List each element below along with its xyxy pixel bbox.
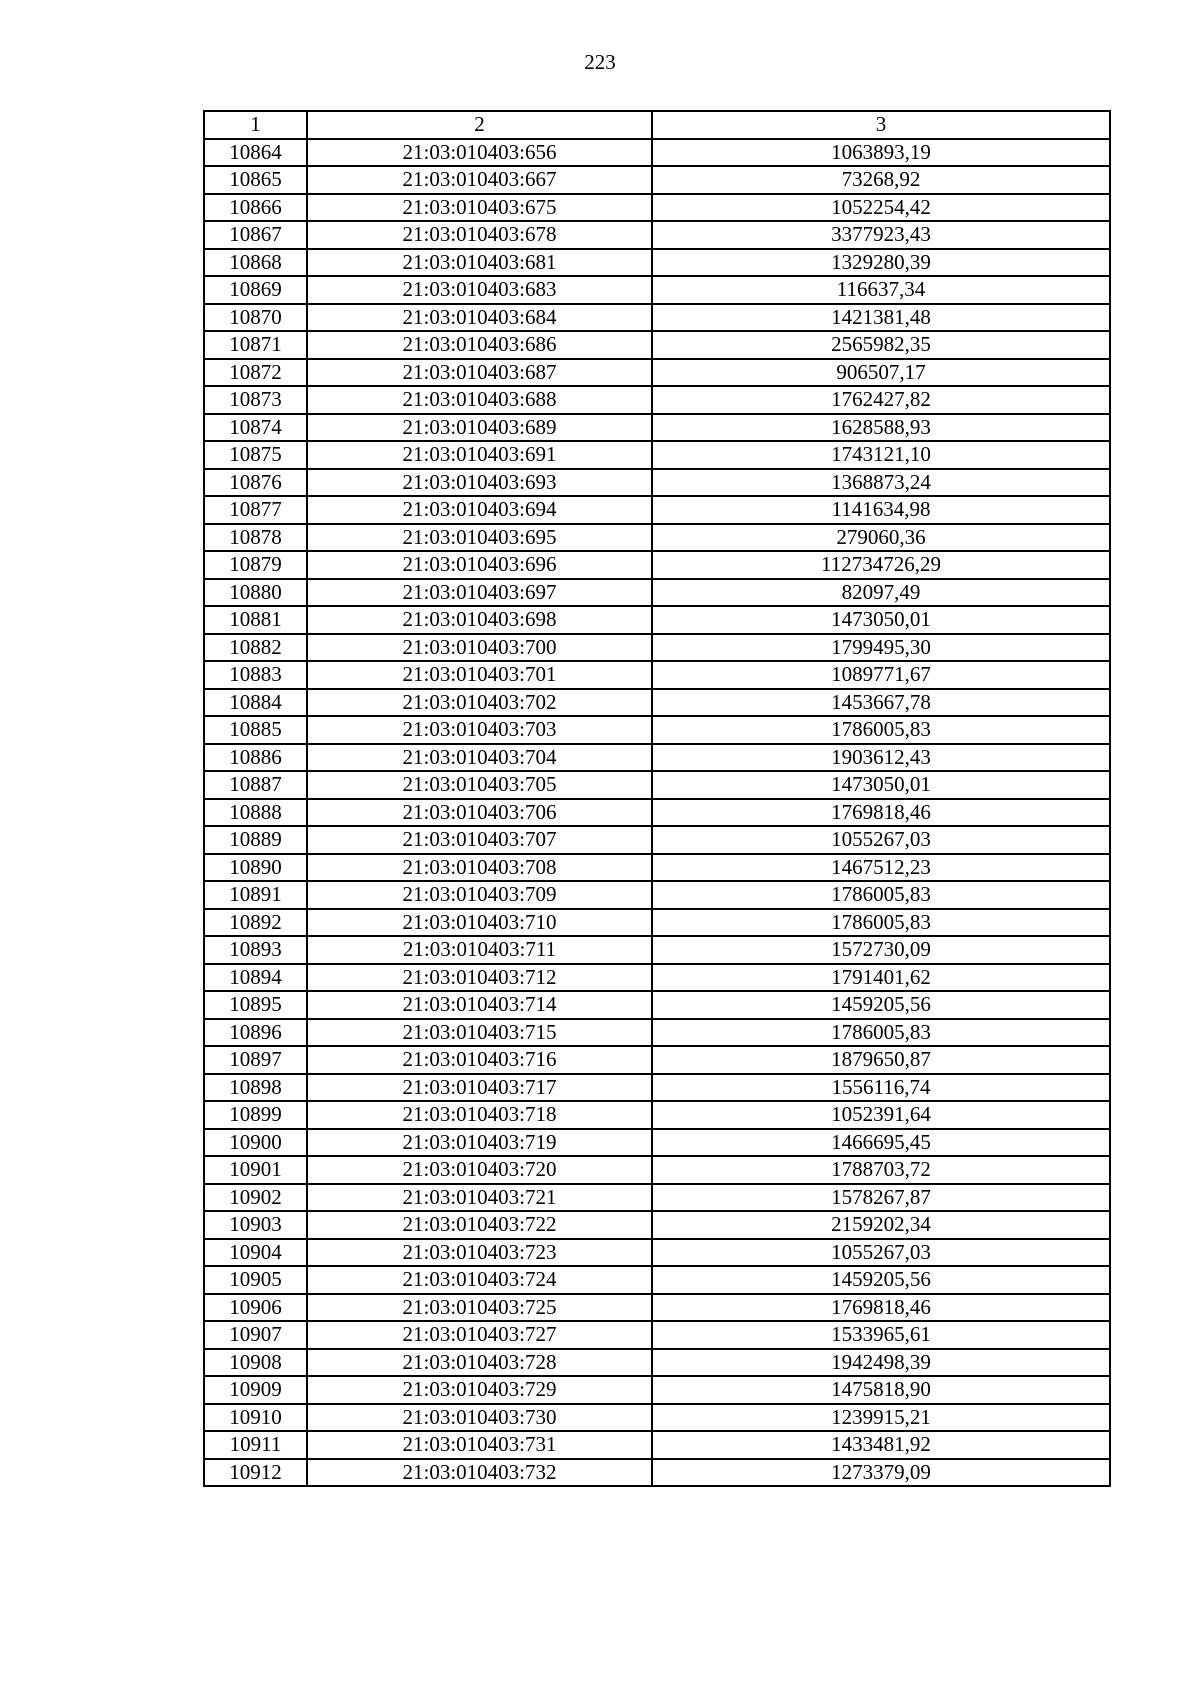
cadastral-number-cell: 21:03:010403:715 bbox=[307, 1019, 652, 1047]
value-cell: 1791401,62 bbox=[652, 964, 1110, 992]
cadastral-number-cell: 21:03:010403:656 bbox=[307, 139, 652, 167]
cadastral-number-cell: 21:03:010403:678 bbox=[307, 221, 652, 249]
table-row bbox=[204, 551, 1110, 579]
table-row bbox=[204, 1459, 1110, 1487]
row-number-cell: 10866 bbox=[204, 194, 307, 222]
table-row bbox=[204, 1404, 1110, 1432]
value-cell: 1459205,56 bbox=[652, 991, 1110, 1019]
row-number-cell: 10873 bbox=[204, 386, 307, 414]
row-number-cell: 10870 bbox=[204, 304, 307, 332]
value-cell: 1368873,24 bbox=[652, 469, 1110, 497]
data-table bbox=[203, 110, 1111, 1487]
column-header-3: 3 bbox=[652, 111, 1110, 139]
cadastral-number-cell: 21:03:010403:688 bbox=[307, 386, 652, 414]
row-number-cell: 10907 bbox=[204, 1321, 307, 1349]
cadastral-number-cell: 21:03:010403:696 bbox=[307, 551, 652, 579]
cadastral-number-cell: 21:03:010403:691 bbox=[307, 441, 652, 469]
value-cell: 279060,36 bbox=[652, 524, 1110, 552]
value-cell: 1799495,30 bbox=[652, 634, 1110, 662]
cadastral-number-cell: 21:03:010403:724 bbox=[307, 1266, 652, 1294]
value-cell: 1459205,56 bbox=[652, 1266, 1110, 1294]
table-header-row bbox=[204, 111, 1110, 139]
table-row bbox=[204, 359, 1110, 387]
cadastral-number-cell: 21:03:010403:712 bbox=[307, 964, 652, 992]
table-row bbox=[204, 1239, 1110, 1267]
value-cell: 1788703,72 bbox=[652, 1156, 1110, 1184]
table-row bbox=[204, 1211, 1110, 1239]
value-cell: 1786005,83 bbox=[652, 909, 1110, 937]
row-number-cell: 10898 bbox=[204, 1074, 307, 1102]
value-cell: 1769818,46 bbox=[652, 1294, 1110, 1322]
cadastral-number-cell: 21:03:010403:687 bbox=[307, 359, 652, 387]
row-number-cell: 10871 bbox=[204, 331, 307, 359]
value-cell: 1052254,42 bbox=[652, 194, 1110, 222]
row-number-cell: 10896 bbox=[204, 1019, 307, 1047]
cadastral-number-cell: 21:03:010403:706 bbox=[307, 799, 652, 827]
cadastral-number-cell: 21:03:010403:729 bbox=[307, 1376, 652, 1404]
cadastral-number-cell: 21:03:010403:702 bbox=[307, 689, 652, 717]
table-row bbox=[204, 881, 1110, 909]
cadastral-number-cell: 21:03:010403:698 bbox=[307, 606, 652, 634]
cadastral-number-cell: 21:03:010403:725 bbox=[307, 1294, 652, 1322]
value-cell: 2565982,35 bbox=[652, 331, 1110, 359]
value-cell: 1879650,87 bbox=[652, 1046, 1110, 1074]
table-row bbox=[204, 606, 1110, 634]
value-cell: 2159202,34 bbox=[652, 1211, 1110, 1239]
cadastral-number-cell: 21:03:010403:695 bbox=[307, 524, 652, 552]
cadastral-number-cell: 21:03:010403:718 bbox=[307, 1101, 652, 1129]
cadastral-number-cell: 21:03:010403:730 bbox=[307, 1404, 652, 1432]
row-number-cell: 10910 bbox=[204, 1404, 307, 1432]
row-number-cell: 10867 bbox=[204, 221, 307, 249]
row-number-cell: 10894 bbox=[204, 964, 307, 992]
row-number-cell: 10874 bbox=[204, 414, 307, 442]
value-cell: 1786005,83 bbox=[652, 1019, 1110, 1047]
table-row bbox=[204, 469, 1110, 497]
row-number-cell: 10893 bbox=[204, 936, 307, 964]
value-cell: 906507,17 bbox=[652, 359, 1110, 387]
cadastral-number-cell: 21:03:010403:705 bbox=[307, 771, 652, 799]
row-number-cell: 10902 bbox=[204, 1184, 307, 1212]
table-row bbox=[204, 1156, 1110, 1184]
value-cell: 1055267,03 bbox=[652, 1239, 1110, 1267]
value-cell: 1556116,74 bbox=[652, 1074, 1110, 1102]
row-number-cell: 10882 bbox=[204, 634, 307, 662]
table-row bbox=[204, 744, 1110, 772]
row-number-cell: 10899 bbox=[204, 1101, 307, 1129]
cadastral-number-cell: 21:03:010403:684 bbox=[307, 304, 652, 332]
row-number-cell: 10903 bbox=[204, 1211, 307, 1239]
cadastral-number-cell: 21:03:010403:697 bbox=[307, 579, 652, 607]
row-number-cell: 10911 bbox=[204, 1431, 307, 1459]
value-cell: 1473050,01 bbox=[652, 606, 1110, 634]
value-cell: 112734726,29 bbox=[652, 551, 1110, 579]
table-row bbox=[204, 716, 1110, 744]
cadastral-number-cell: 21:03:010403:732 bbox=[307, 1459, 652, 1487]
value-cell: 1055267,03 bbox=[652, 826, 1110, 854]
value-cell: 1572730,09 bbox=[652, 936, 1110, 964]
cadastral-number-cell: 21:03:010403:681 bbox=[307, 249, 652, 277]
row-number-cell: 10880 bbox=[204, 579, 307, 607]
table-row bbox=[204, 1376, 1110, 1404]
row-number-cell: 10887 bbox=[204, 771, 307, 799]
cadastral-number-cell: 21:03:010403:689 bbox=[307, 414, 652, 442]
value-cell: 1628588,93 bbox=[652, 414, 1110, 442]
row-number-cell: 10872 bbox=[204, 359, 307, 387]
cadastral-number-cell: 21:03:010403:703 bbox=[307, 716, 652, 744]
cadastral-number-cell: 21:03:010403:700 bbox=[307, 634, 652, 662]
row-number-cell: 10912 bbox=[204, 1459, 307, 1487]
row-number-cell: 10883 bbox=[204, 661, 307, 689]
row-number-cell: 10901 bbox=[204, 1156, 307, 1184]
table-row bbox=[204, 689, 1110, 717]
value-cell: 1903612,43 bbox=[652, 744, 1110, 772]
row-number-cell: 10892 bbox=[204, 909, 307, 937]
cadastral-number-cell: 21:03:010403:683 bbox=[307, 276, 652, 304]
value-cell: 1467512,23 bbox=[652, 854, 1110, 882]
table-row bbox=[204, 1046, 1110, 1074]
table-row bbox=[204, 964, 1110, 992]
value-cell: 1762427,82 bbox=[652, 386, 1110, 414]
value-cell: 1273379,09 bbox=[652, 1459, 1110, 1487]
table-row bbox=[204, 579, 1110, 607]
value-cell: 73268,92 bbox=[652, 166, 1110, 194]
row-number-cell: 10897 bbox=[204, 1046, 307, 1074]
cadastral-number-cell: 21:03:010403:701 bbox=[307, 661, 652, 689]
table-row bbox=[204, 221, 1110, 249]
value-cell: 1433481,92 bbox=[652, 1431, 1110, 1459]
value-cell: 3377923,43 bbox=[652, 221, 1110, 249]
table-row bbox=[204, 441, 1110, 469]
cadastral-number-cell: 21:03:010403:711 bbox=[307, 936, 652, 964]
row-number-cell: 10908 bbox=[204, 1349, 307, 1377]
cadastral-number-cell: 21:03:010403:723 bbox=[307, 1239, 652, 1267]
table-row bbox=[204, 936, 1110, 964]
row-number-cell: 10890 bbox=[204, 854, 307, 882]
table-row bbox=[204, 854, 1110, 882]
table-row bbox=[204, 139, 1110, 167]
row-number-cell: 10906 bbox=[204, 1294, 307, 1322]
table-row bbox=[204, 661, 1110, 689]
table-row bbox=[204, 634, 1110, 662]
cadastral-number-cell: 21:03:010403:704 bbox=[307, 744, 652, 772]
value-cell: 1743121,10 bbox=[652, 441, 1110, 469]
value-cell: 1786005,83 bbox=[652, 881, 1110, 909]
value-cell: 1786005,83 bbox=[652, 716, 1110, 744]
cadastral-number-cell: 21:03:010403:710 bbox=[307, 909, 652, 937]
value-cell: 1466695,45 bbox=[652, 1129, 1110, 1157]
value-cell: 1942498,39 bbox=[652, 1349, 1110, 1377]
table-row bbox=[204, 249, 1110, 277]
row-number-cell: 10904 bbox=[204, 1239, 307, 1267]
row-number-cell: 10869 bbox=[204, 276, 307, 304]
column-header-2: 2 bbox=[307, 111, 652, 139]
table-row bbox=[204, 1074, 1110, 1102]
table-row bbox=[204, 166, 1110, 194]
table-row bbox=[204, 1294, 1110, 1322]
row-number-cell: 10884 bbox=[204, 689, 307, 717]
cadastral-number-cell: 21:03:010403:667 bbox=[307, 166, 652, 194]
cadastral-number-cell: 21:03:010403:727 bbox=[307, 1321, 652, 1349]
cadastral-number-cell: 21:03:010403:686 bbox=[307, 331, 652, 359]
cadastral-number-cell: 21:03:010403:693 bbox=[307, 469, 652, 497]
cadastral-number-cell: 21:03:010403:707 bbox=[307, 826, 652, 854]
value-cell: 1063893,19 bbox=[652, 139, 1110, 167]
table-row bbox=[204, 799, 1110, 827]
table-row bbox=[204, 771, 1110, 799]
value-cell: 1052391,64 bbox=[652, 1101, 1110, 1129]
cadastral-number-cell: 21:03:010403:716 bbox=[307, 1046, 652, 1074]
row-number-cell: 10875 bbox=[204, 441, 307, 469]
table-row bbox=[204, 1266, 1110, 1294]
value-cell: 82097,49 bbox=[652, 579, 1110, 607]
cadastral-number-cell: 21:03:010403:675 bbox=[307, 194, 652, 222]
row-number-cell: 10876 bbox=[204, 469, 307, 497]
cadastral-number-cell: 21:03:010403:719 bbox=[307, 1129, 652, 1157]
cadastral-number-cell: 21:03:010403:714 bbox=[307, 991, 652, 1019]
row-number-cell: 10895 bbox=[204, 991, 307, 1019]
cadastral-number-cell: 21:03:010403:708 bbox=[307, 854, 652, 882]
row-number-cell: 10879 bbox=[204, 551, 307, 579]
table-row bbox=[204, 1101, 1110, 1129]
value-cell: 1421381,48 bbox=[652, 304, 1110, 332]
table-row bbox=[204, 331, 1110, 359]
value-cell: 1453667,78 bbox=[652, 689, 1110, 717]
value-cell: 1141634,98 bbox=[652, 496, 1110, 524]
table-row bbox=[204, 991, 1110, 1019]
table-row bbox=[204, 304, 1110, 332]
cadastral-number-cell: 21:03:010403:694 bbox=[307, 496, 652, 524]
table-row bbox=[204, 1431, 1110, 1459]
value-cell: 116637,34 bbox=[652, 276, 1110, 304]
table-row bbox=[204, 1129, 1110, 1157]
page-number: 223 bbox=[584, 50, 616, 74]
row-number-cell: 10888 bbox=[204, 799, 307, 827]
table-header bbox=[204, 111, 1110, 139]
row-number-cell: 10909 bbox=[204, 1376, 307, 1404]
table-row bbox=[204, 1321, 1110, 1349]
cadastral-number-cell: 21:03:010403:731 bbox=[307, 1431, 652, 1459]
table-row bbox=[204, 496, 1110, 524]
cadastral-number-cell: 21:03:010403:721 bbox=[307, 1184, 652, 1212]
value-cell: 1473050,01 bbox=[652, 771, 1110, 799]
row-number-cell: 10864 bbox=[204, 139, 307, 167]
cadastral-number-cell: 21:03:010403:717 bbox=[307, 1074, 652, 1102]
row-number-cell: 10900 bbox=[204, 1129, 307, 1157]
cadastral-number-cell: 21:03:010403:709 bbox=[307, 881, 652, 909]
table-row bbox=[204, 194, 1110, 222]
cadastral-number-cell: 21:03:010403:720 bbox=[307, 1156, 652, 1184]
row-number-cell: 10905 bbox=[204, 1266, 307, 1294]
table-row bbox=[204, 909, 1110, 937]
row-number-cell: 10886 bbox=[204, 744, 307, 772]
value-cell: 1578267,87 bbox=[652, 1184, 1110, 1212]
value-cell: 1475818,90 bbox=[652, 1376, 1110, 1404]
table-row bbox=[204, 1349, 1110, 1377]
table-row bbox=[204, 414, 1110, 442]
row-number-cell: 10885 bbox=[204, 716, 307, 744]
row-number-cell: 10868 bbox=[204, 249, 307, 277]
table-row bbox=[204, 276, 1110, 304]
row-number-cell: 10889 bbox=[204, 826, 307, 854]
row-number-cell: 10877 bbox=[204, 496, 307, 524]
table-row bbox=[204, 826, 1110, 854]
value-cell: 1239915,21 bbox=[652, 1404, 1110, 1432]
row-number-cell: 10881 bbox=[204, 606, 307, 634]
value-cell: 1329280,39 bbox=[652, 249, 1110, 277]
value-cell: 1089771,67 bbox=[652, 661, 1110, 689]
table-row bbox=[204, 1019, 1110, 1047]
value-cell: 1769818,46 bbox=[652, 799, 1110, 827]
table-row bbox=[204, 386, 1110, 414]
table-body bbox=[204, 139, 1110, 1487]
cadastral-number-cell: 21:03:010403:722 bbox=[307, 1211, 652, 1239]
value-cell: 1533965,61 bbox=[652, 1321, 1110, 1349]
table-row bbox=[204, 524, 1110, 552]
row-number-cell: 10878 bbox=[204, 524, 307, 552]
row-number-cell: 10891 bbox=[204, 881, 307, 909]
row-number-cell: 10865 bbox=[204, 166, 307, 194]
cadastral-number-cell: 21:03:010403:728 bbox=[307, 1349, 652, 1377]
column-header-1: 1 bbox=[204, 111, 307, 139]
table-row bbox=[204, 1184, 1110, 1212]
